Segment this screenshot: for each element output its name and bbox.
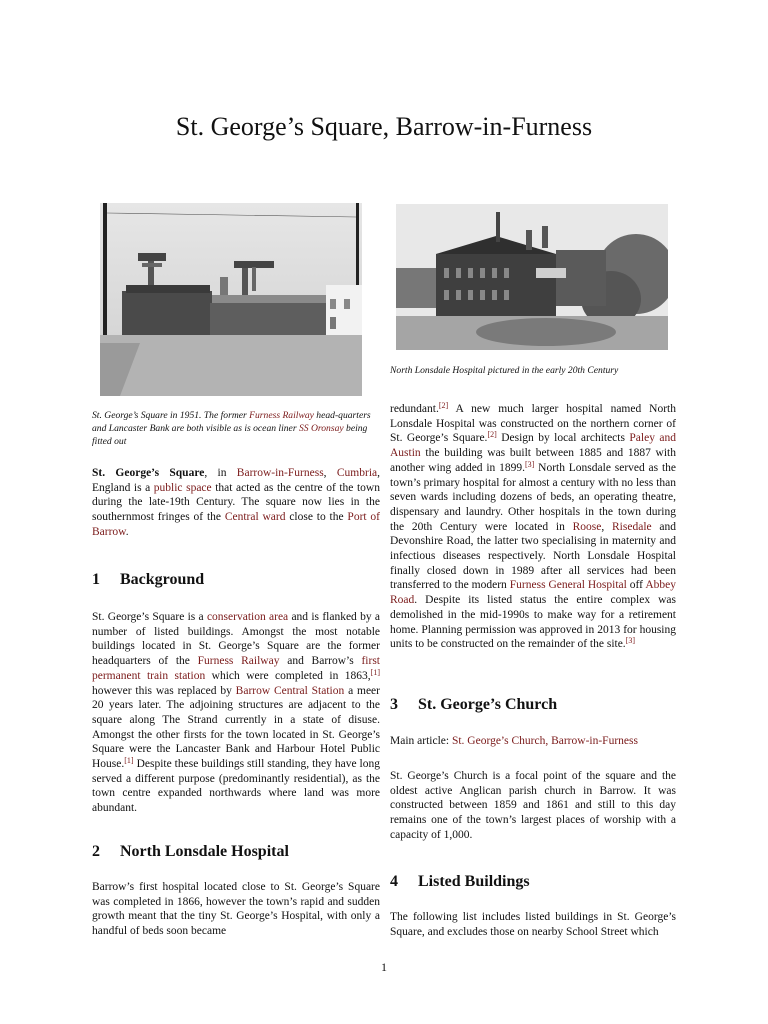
furness-railway-link-2[interactable]: Furness Railway xyxy=(197,655,280,668)
roose-link[interactable]: Roose xyxy=(572,520,602,533)
port-of-barrow-link[interactable]: Port of Barrow xyxy=(92,511,380,538)
section-heading-background: 1 Background xyxy=(92,571,205,588)
ref-link[interactable]: [3] xyxy=(525,459,535,469)
photo-caption-1951: St. George’s Square in 1951. The former Furness Railway head-quarters and Lancaster Bank are both visible as is ocean liner SS Oronsay being fitted out xyxy=(92,410,371,447)
hospital-continued-paragraph: redundant.[2] A new much larger hospital named North Lonsdale Hospital was constructed on the northern corner of St. George’s Square.[2] Design by local architects Paley and Austin the building was built between 1885 and 1887 with another wing added in 1899.[3] North Lonsdale served as the town’s primary hospital for almost a century with no less than seven wards including dozens of beds, an operating theatre, dispensary and laundry. Other hospitals in the town during the 20th Century were located in Roose, Risedale and Devonshire Road, the latter two specialising in maternity and infectious diseases respectively. North Lonsdale Hospital finally closed down in 1989 after all services had been transferred to the modern Furness General Hospital off Abbey Road. Despite its listed status the entire complex was demolished in the mid-1990s to make way for a retirement home. Planning permission was approved in 2013 for housing units to be constructed on the remainder of the site.[3] xyxy=(390,401,676,651)
ref-link[interactable]: [2] xyxy=(438,401,449,410)
paley-and-austin-link[interactable]: Paley and Austin xyxy=(390,432,676,460)
barrow-link[interactable]: Barrow-in-Furness xyxy=(236,467,324,479)
photo-caption-hospital: North Lonsdale Hospital pictured in the early 20th Century xyxy=(390,365,619,376)
section-heading-hospital: 2 North Lonsdale Hospital xyxy=(92,843,289,860)
main-article-note: Main article: St. George’s Church, Barrow-in-Furness xyxy=(390,735,638,747)
conservation-area-link[interactable]: conservation area xyxy=(206,611,289,623)
section-heading-church: 3 St. George’s Church xyxy=(390,696,558,713)
background-paragraph: St. George’s Square is a conservation area and is flanked by a number of listed buildings. Amongst the most notable buildings located in St. George’s Square are the former headquarters of the Furness Railway and Barrow’s first permanent train station which were completed in 1863,[1] however this was replaced by Barrow Central Station a meer 20 years later. The adjoining structures are adjacent to the square along The Strand currently in a state of disuse. Amongst the other firsts for the town located in St. George’s Square were the Lancaster Bank and Harbour Hotel Public House.[1] Despite these buildings still standing, they have long served a different purpose (predominantly residential), as the town centre expanded northwards where land was more abundant. xyxy=(92,611,380,815)
ss-oronsay-link[interactable]: SS Oronsay xyxy=(298,423,344,434)
ref-link[interactable]: [1] xyxy=(124,756,134,766)
ref-link[interactable]: [1] xyxy=(370,667,380,677)
intro-paragraph: St. George’s Square, in Barrow-in-Furness, Cumbria, England is a public space that acted as the centre of the town during the late-19th Century. The square now lies in the southernmost fringes of the Central ward close to the Port of Barrow. xyxy=(92,467,380,538)
church-paragraph: St. George’s Church is a focal point of the square and the oldest active Anglican parish church in Barrow. It was constructed between 1859 and 1861 and still to this day remains one of the town’s largest places of worship with a capacity of 1,000. xyxy=(390,770,676,841)
page-title: St. George’s Square, Barrow-in-Furness xyxy=(175,112,593,141)
risedale-link[interactable]: Risedale xyxy=(612,520,652,533)
first-train-station-link[interactable]: first permanent train station xyxy=(92,655,380,682)
square-1951-photo xyxy=(100,203,362,396)
section-heading-listed-buildings: 4 Listed Buildings xyxy=(390,873,530,890)
central-ward-link[interactable]: Central ward xyxy=(224,511,286,524)
listed-buildings-paragraph: The following list includes listed buildings in St. George’s Square, and excludes those on nearby School Street which xyxy=(390,911,676,938)
hospital-photo xyxy=(396,204,668,350)
ref-link[interactable]: [3] xyxy=(625,636,636,646)
st-georges-church-link[interactable]: St. George’s Church, Barrow-in-Furness xyxy=(451,735,638,747)
ref-link[interactable]: [2] xyxy=(487,430,497,440)
public-space-link[interactable]: public space xyxy=(153,481,212,494)
barrow-central-station-link[interactable]: Barrow Central Station xyxy=(235,684,345,697)
page-number: 1 xyxy=(381,960,387,974)
cumbria-link[interactable]: Cumbria xyxy=(336,467,378,479)
furness-general-hospital-link[interactable]: Furness General Hospital xyxy=(509,579,627,592)
furness-railway-link[interactable]: Furness Railway xyxy=(249,410,314,421)
abbey-road-link[interactable]: Abbey Road xyxy=(390,579,676,607)
hospital-paragraph: Barrow’s first hospital located close to St. George’s Square was completed in 1866, however the town’s rapid and sudden growth meant that the tiny St. George’s Hospital, with only a handful of beds soon became xyxy=(92,881,380,938)
